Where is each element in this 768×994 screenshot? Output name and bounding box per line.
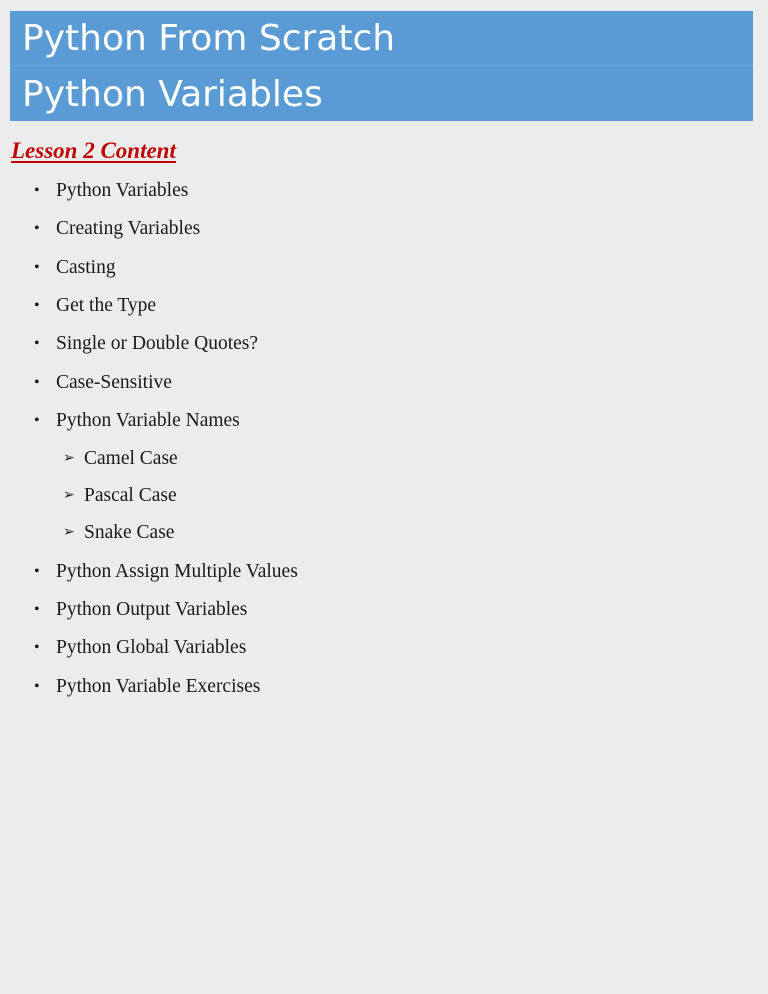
list-item-label: Snake Case <box>84 522 175 543</box>
bullet-icon: • <box>34 259 40 276</box>
list-item-label: Python Assign Multiple Values <box>56 561 298 582</box>
list-item-label: Casting <box>56 257 116 278</box>
bullet-icon: • <box>34 220 40 237</box>
lesson-topic-title: Python Variables <box>22 74 323 115</box>
arrow-bullet-icon: ➢ <box>63 525 75 540</box>
bullet-icon: • <box>34 335 40 352</box>
bullet-icon: • <box>34 639 40 656</box>
bullet-icon: • <box>34 297 40 314</box>
list-item-label: Get the Type <box>56 295 157 316</box>
arrow-bullet-icon: ➢ <box>63 451 75 466</box>
list-item-label: Python Global Variables <box>56 637 247 658</box>
bullet-icon: • <box>34 374 40 391</box>
list-item-label: Case-Sensitive <box>56 372 172 393</box>
lesson-content-heading: Lesson 2 Content <box>11 138 176 163</box>
bullet-icon: • <box>34 182 40 199</box>
list-item-label: Python Variable Names <box>56 410 240 431</box>
bullet-icon: • <box>34 601 40 618</box>
bullet-icon: • <box>34 678 40 695</box>
list-item-label: Creating Variables <box>56 218 201 239</box>
list-item-label: Single or Double Quotes? <box>56 333 259 354</box>
list-item-label: Python Variables <box>56 180 189 201</box>
list-item-label: Python Variable Exercises <box>56 676 261 697</box>
list-item-label: Pascal Case <box>84 485 177 506</box>
list-item-label: Python Output Variables <box>56 599 248 620</box>
bullet-icon: • <box>34 412 40 429</box>
list-item-label: Camel Case <box>84 448 178 469</box>
course-title: Python From Scratch <box>10 11 753 66</box>
arrow-bullet-icon: ➢ <box>63 488 75 503</box>
title-banner <box>10 11 753 121</box>
bullet-icon: • <box>34 563 40 580</box>
